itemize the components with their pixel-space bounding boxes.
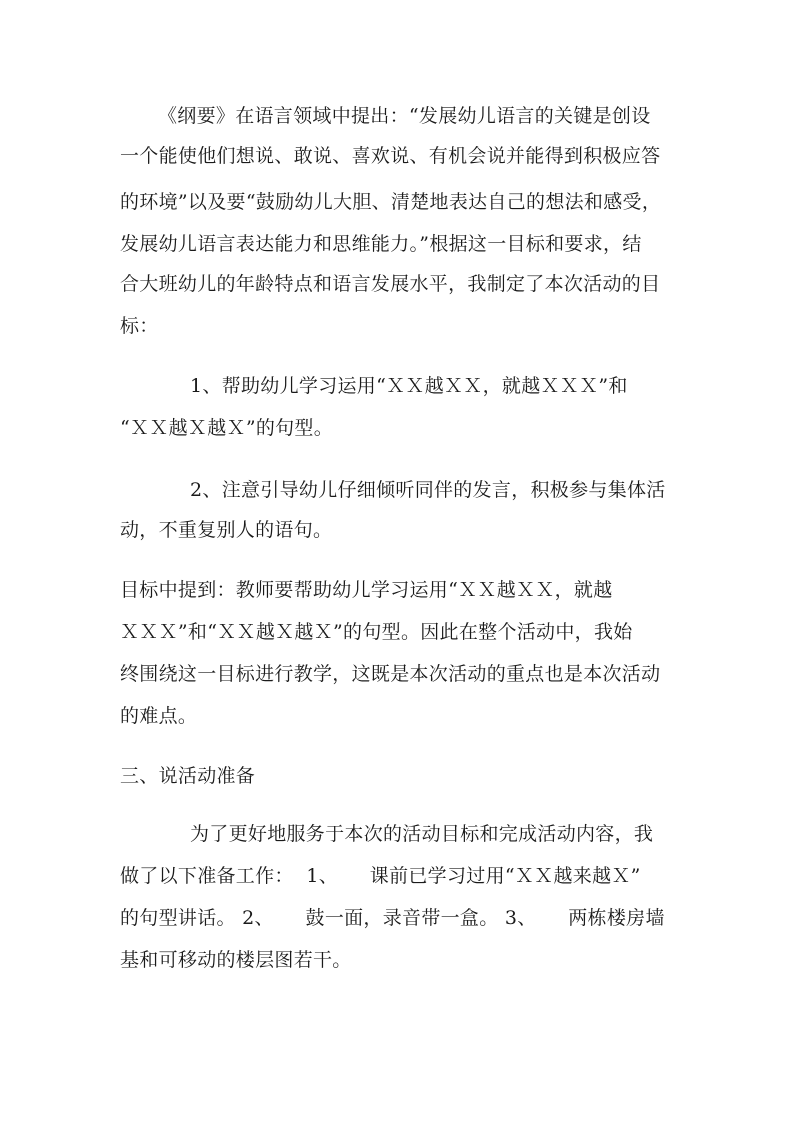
para1-line-5: 合大班幼儿的年龄特点和语言发展水平，我制定了本次活动的目 — [120, 273, 661, 295]
goal1-line-2: “ＸＸ越Ｘ越Ｘ”的句型。 — [120, 417, 334, 439]
section3-heading: 三、说活动准备 — [120, 765, 256, 787]
para1-line-1: 《纲要》在语言领域中提出：“发展幼儿语言的关键是创设 — [158, 105, 651, 127]
para1-line-2: 一个能使他们想说、敢说、喜欢说、有机会说并能得到积极应答 — [120, 145, 661, 167]
para3-line-2: 做了以下准备工作： 1、 课前已学习过用“ＸＸ越来越Ｘ” — [120, 865, 641, 887]
para2-line-1: 目标中提到：教师要帮助幼儿学习运用“ＸＸ越ＸＸ，就越 — [120, 579, 613, 601]
para2-line-2: ＸＸＸ”和“ＸＸ越Ｘ越Ｘ”的句型。因此在整个活动中，我始 — [120, 621, 633, 643]
para1-line-6: 标： — [120, 315, 159, 337]
para3-line-1: 为了更好地服务于本次的活动目标和完成活动内容，我 — [190, 823, 654, 845]
para1-line-4: 发展幼儿语言表达能力和思维能力。”根据这一目标和要求，结 — [120, 233, 642, 255]
para2-line-4: 的难点。 — [120, 705, 198, 727]
goal2-line-1: 2、注意引导幼儿仔细倾听同伴的发言，积极参与集体活 — [190, 479, 666, 501]
para3-line-4: 基和可移动的楼层图若干。 — [120, 949, 352, 971]
goal1-line-1: 1、帮助幼儿学习运用“ＸＸ越ＸＸ，就越ＸＸＸ”和 — [190, 375, 628, 397]
para1-line-3: 的环境”以及要“鼓励幼儿大胆、清楚地表达自己的想法和感受， — [120, 191, 662, 213]
goal2-line-2: 动，不重复别人的语句。 — [120, 519, 333, 541]
para2-line-3: 终围绕这一目标进行教学，这既是本次活动的重点也是本次活动 — [120, 663, 661, 685]
para3-line-3: 的句型讲话。 2、 鼓一面，录音带一盒。 3、 两栋楼房墙 — [120, 907, 665, 929]
